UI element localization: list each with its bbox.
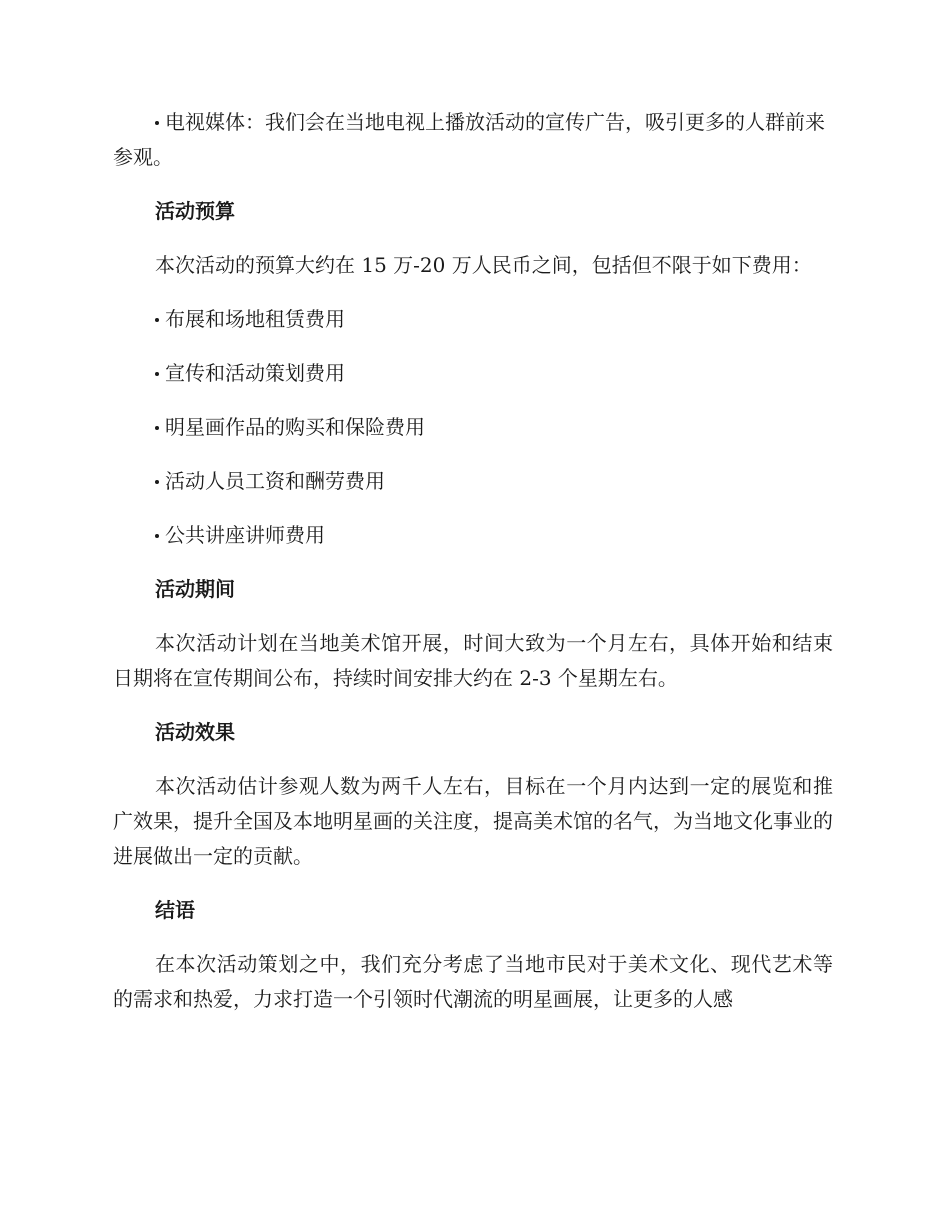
bullet-dot-icon xyxy=(155,372,159,376)
bullet-dot-icon xyxy=(155,121,159,125)
heading-conclusion: 结语 xyxy=(155,898,195,922)
period-paragraph: 本次活动计划在当地美术馆开展，时间大致为一个月左右，具体开始和结束日期将在宣传期间公布，持续时间安排大约在 2-3 个星期左右。 xyxy=(113,631,833,690)
bullet-dot-icon xyxy=(155,318,159,322)
heading-effect: 活动效果 xyxy=(155,720,235,744)
budget-intro-paragraph: 本次活动的预算大约在 15 万-20 万人民币之间，包括但不限于如下费用： xyxy=(155,253,812,277)
document-page xyxy=(113,105,833,1036)
conclusion-paragraph: 在本次活动策划之中，我们充分考虑了当地市民对于美术文化、现代艺术等的需求和热爱，力求打造一个引领时代潮流的明星画展，让更多的人感 xyxy=(113,952,833,1011)
budget-item-text: 宣传和活动策划费用 xyxy=(165,361,345,385)
budget-item xyxy=(113,518,833,553)
budget-item xyxy=(113,410,833,445)
heading-period: 活动期间 xyxy=(155,577,235,601)
bullet-text: 电视媒体：我们会在当地电视上播放活动的宣传广告，吸引更多的人群前来参观。 xyxy=(113,110,825,169)
bullet-tv-media xyxy=(113,105,833,175)
budget-item-text: 明星画作品的购买和保险费用 xyxy=(165,415,425,439)
heading-budget: 活动预算 xyxy=(155,199,235,223)
budget-item-text: 活动人员工资和酬劳费用 xyxy=(165,469,385,493)
effect-paragraph: 本次活动估计参观人数为两千人左右，目标在一个月内达到一定的展览和推广效果，提升全国及本地明星画的关注度，提高美术馆的名气，为当地文化事业的进展做出一定的贡献。 xyxy=(113,774,833,868)
budget-item xyxy=(113,464,833,499)
budget-item xyxy=(113,302,833,337)
bullet-dot-icon xyxy=(155,426,159,430)
bullet-dot-icon xyxy=(155,534,159,538)
budget-item-text: 公共讲座讲师费用 xyxy=(165,523,325,547)
budget-item xyxy=(113,356,833,391)
bullet-dot-icon xyxy=(155,480,159,484)
budget-item-text: 布展和场地租赁费用 xyxy=(165,307,345,331)
